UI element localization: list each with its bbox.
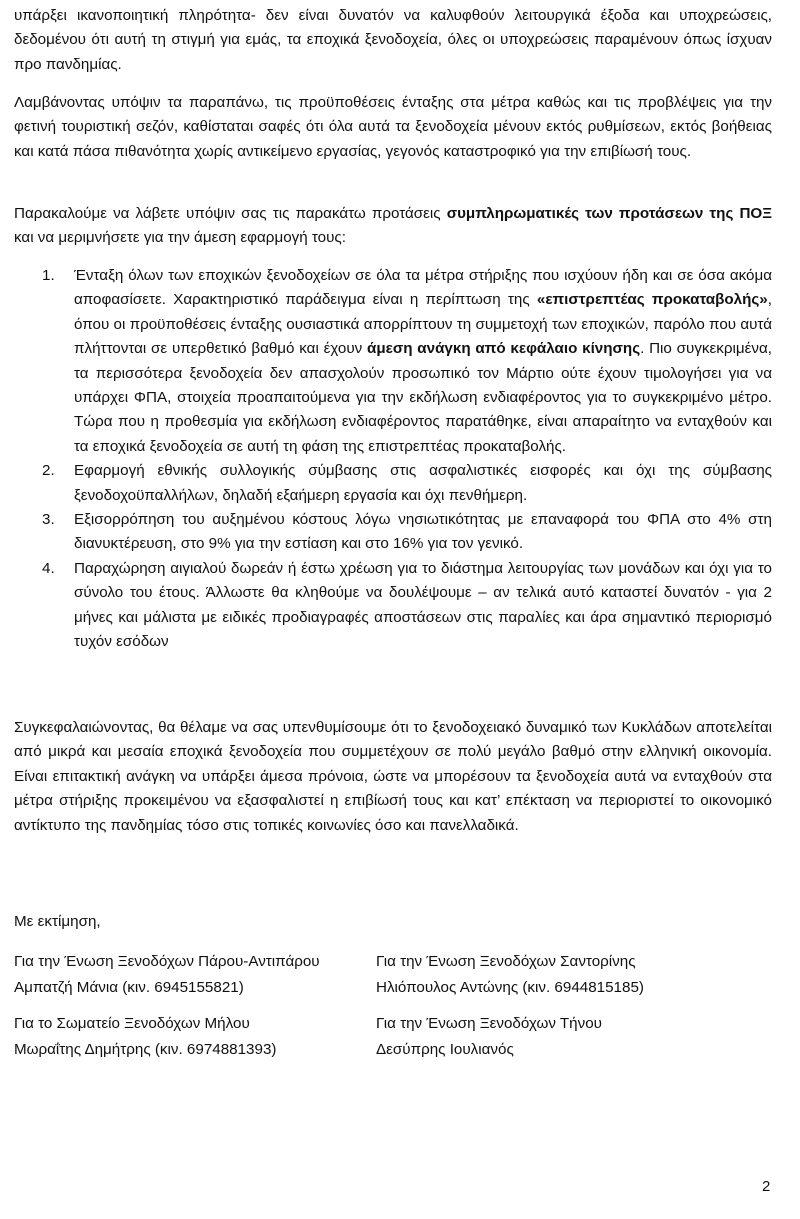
paragraph-3-bold: συμπληρωματικές των προτάσεων της ΠΟΞ <box>446 205 772 222</box>
signature-person: Δεσύπρης Ιουλιανός <box>376 1040 514 1058</box>
list-bold: άμεση ανάγκη από κεφάλαιο κίνησης <box>367 340 641 358</box>
list-item <box>14 557 772 655</box>
paragraph-3 <box>14 202 772 251</box>
signature-person: Μωραΐτης Δημήτρης (κιν. 6974881393) <box>14 1040 277 1058</box>
list-number: 3. <box>42 511 55 529</box>
list-bold: «επιστρεπτέας προκαταβολής» <box>536 291 768 309</box>
paragraph-2: Λαμβάνοντας υπόψιν τα παραπάνω, τις προϋποθέσεις ένταξης στα μέτρα καθώς και τις προβλέψεις για την φετινή τουριστική σεζόν, καθίσταται σαφές ότι όλα αυτά τα ξενοδοχεία μένουν εκτός ρυθμίσεων, εκτός βοήθειας και κατά πάσα πιθανότητα χωρίς αντικείμενο εργασίας, γεγονός καταστροφικό για την επιβίωσή τους. <box>14 94 772 160</box>
list-text: Εφαρμογή εθνικής συλλογικής σύμβασης στις ασφαλιστικές εισφορές και όχι της σύμβασης ξενοδοχοϋπαλλήλων, δηλαδή εξαήμερη εργασία και όχι πενθήμερη. <box>74 462 772 504</box>
list-text: Εξισορρόπηση του αυξημένου κόστους λόγω νησιωτικότητας με επαναφορά του ΦΠΑ στο 4% στη διανυκτέρευση, στο 9% για την εστίαση και στο 16% για τον γενικό. <box>74 511 772 553</box>
signature-org: Για την Ένωση Ξενοδόχων Τήνου <box>376 1015 602 1032</box>
signature-block <box>14 949 374 1000</box>
list-text: , όπου οι προϋποθέσεις ένταξης ουσιαστικά απορρίπτουν τη συμμετοχή των εποχικών, παρόλο που αυτά πλήττονται σε υπερθετικό βαθμό και έχουν <box>74 291 772 358</box>
list-item <box>14 459 772 508</box>
signature-person: Αμπατζή Μάνια (κιν. 6945155821) <box>14 978 244 996</box>
list-number: 1. <box>42 267 55 284</box>
signature-org: Για το Σωματείο Ξενοδόχων Μήλου <box>14 1015 250 1032</box>
signature-block <box>376 1011 736 1062</box>
page-number: 2 <box>762 1178 771 1195</box>
paragraph-1: υπάρξει ικανοποιητική πληρότητα- δεν είναι δυνατόν να καλυφθούν λειτουργικά έξοδα και υποχρεώσεις, δεδομένου ότι αυτή τη στιγμή για εμάς, τα εποχικά ξενοδοχεία, όλες οι υποχρεώσεις παραμένουν όπως ίσχυαν προ πανδημίας. <box>14 7 772 73</box>
signature-block <box>14 1011 374 1062</box>
list-text: . Πιο συγκεκριμένα, τα περισσότερα ξενοδοχεία δεν απασχολούν προσωπικό τον Μάρτιο ούτε έχουν τιμολογήσει για να υπάρχει ΦΠΑ, στοιχεία προαπαιτούμενα για την εκδήλωση ενδιαφέροντος για το συγκεκριμένο μέτρο. Τώρα που η προθεσμία για εκδήλωση ενδιαφέροντος παρατάθηκε, είναι απαραίτητο να ενταχθούν και τα εποχικά ξενοδοχεία σε αυτή τη φάση της επιστρεπτέας προκαταβολής. <box>74 340 772 455</box>
paragraph-4: Συγκεφαλαιώνοντας, θα θέλαμε να σας υπενθυμίσουμε ότι το ξενοδοχειακό δυναμικό των Κυκλάδων αποτελείται από μικρά και μεσαία εποχικά ξενοδοχεία που συμμετέχουν σε πολύ μεγάλο βαθμό στην ελληνική οικονομία. Είναι επιτακτική ανάγκη να υπάρξει άμεσα πρόνοια, ώστε να μπορέσουν τα ξενοδοχεία αυτά να ενταχθούν στα μέτρα στήριξης προκειμένου να εξασφαλιστεί η επιβίωσή τους και κατ’ επέκταση να περιοριστεί το οικονομικό αντίκτυπο της πανδημίας τόσο στις τοπικές κοινωνίες όσο και πανελλαδικά. <box>14 719 772 834</box>
list-text: Ένταξη όλων των εποχικών ξενοδοχείων σε όλα τα μέτρα στήριξης που ισχύουν ήδη και σε όσα ακόμα αποφασίσετε. Χαρακτηριστικό παράδειγμα είναι η περίπτωση της <box>74 267 772 309</box>
list-number: 4. <box>42 559 55 577</box>
list-number: 2. <box>42 462 55 480</box>
list-item <box>14 508 772 557</box>
signature-org: Για την Ένωση Ξενοδόχων Πάρου-Αντιπάρου <box>14 953 320 970</box>
paragraph-3-text-a: Παρακαλούμε να λάβετε υπόψιν σας τις παρακάτω προτάσεις <box>14 205 447 222</box>
signature-block <box>376 949 736 1000</box>
paragraph-3-text-b: και να μεριμνήσετε για την άμεση εφαρμογή τους: <box>14 229 346 247</box>
closing-salutation: Με εκτίμηση, <box>14 913 101 930</box>
signature-org: Για την Ένωση Ξενοδόχων Σαντορίνης <box>376 953 636 970</box>
proposals-list <box>14 264 772 655</box>
list-item <box>14 264 772 459</box>
list-text: Παραχώρηση αιγιαλού δωρεάν ή έστω χρέωση για το διάστημα λειτουργίας των μονάδων και όχι για το σύνολο του έτους. Άλλωστε θα κληθούμε να δουλέψουμε – αν τελικά αυτό καταστεί δυνατόν - για 2 μήνες και μάλιστα με ειδικές προδιαγραφές αποστάσεων στις παραλίες και άρα σημαντικό περιορισμό τυχόν εσόδων <box>74 559 772 651</box>
signature-person: Ηλιόπουλος Αντώνης (κιν. 6944815185) <box>376 978 644 996</box>
